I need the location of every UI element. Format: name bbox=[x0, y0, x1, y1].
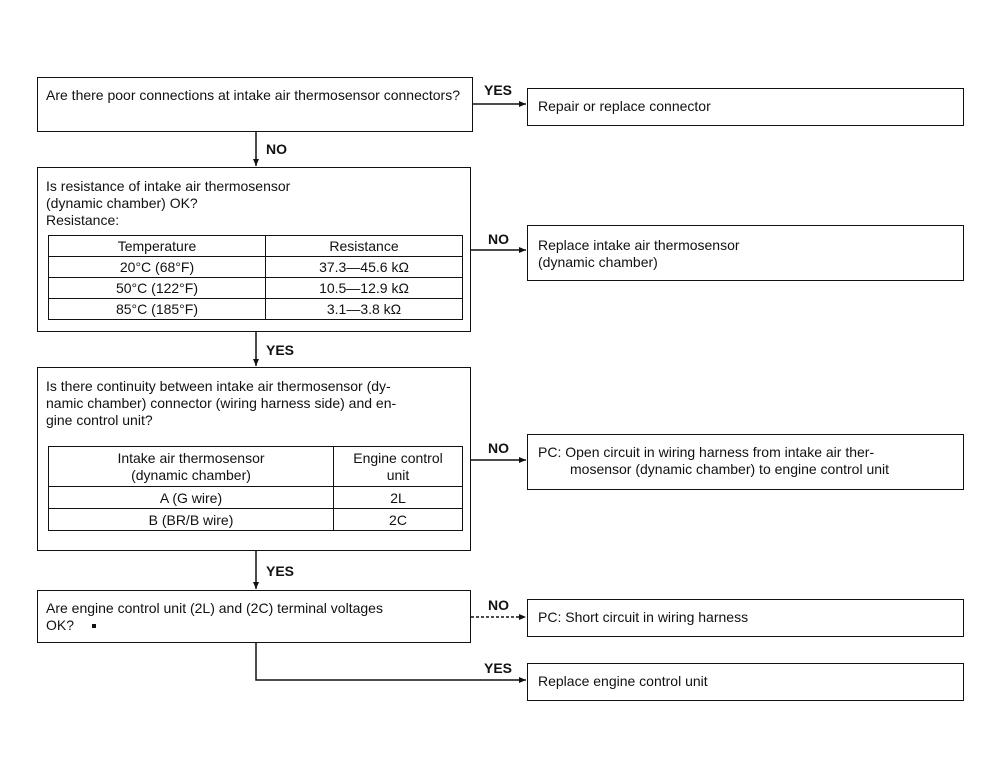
step4-no-action-box bbox=[527, 599, 964, 637]
note-marker-icon bbox=[92, 624, 96, 628]
step2-resistance-table bbox=[48, 235, 463, 320]
table-header-left-line1: Intake air thermosensor bbox=[117, 449, 265, 466]
step1-question: Are there poor connections at intake air thermosensor connectors? bbox=[46, 87, 461, 103]
step4-yes-action-box bbox=[527, 663, 964, 701]
table-cell: B (BR/B wire) bbox=[49, 509, 334, 531]
step3-continuity-table bbox=[48, 446, 463, 531]
step1-no-label: NO bbox=[266, 141, 287, 157]
step2-yes-label: YES bbox=[266, 342, 295, 358]
step3-question-line3: gine control unit? bbox=[46, 412, 153, 428]
step4-no-action: PC: Short circuit in wiring harness bbox=[538, 609, 749, 625]
table-header: Resistance bbox=[266, 236, 463, 257]
step3-yes-label: YES bbox=[266, 563, 295, 579]
step2-question-line2: (dynamic chamber) OK? bbox=[46, 195, 198, 211]
step2-no-action-line2: (dynamic chamber) bbox=[538, 254, 658, 270]
step4-question-line2-wrap bbox=[46, 617, 462, 634]
step4-question-line1: Are engine control unit (2L) and (2C) terminal voltages bbox=[46, 600, 383, 616]
step1-question-box bbox=[37, 77, 473, 132]
table-header-right-line1: Engine control bbox=[353, 449, 443, 466]
table-row bbox=[49, 509, 463, 531]
table-cell: 3.1—3.8 kΩ bbox=[266, 299, 463, 320]
step2-no-label: NO bbox=[488, 231, 509, 247]
step4-yes-action: Replace engine control unit bbox=[538, 673, 708, 689]
step3-no-action-box bbox=[527, 434, 964, 490]
table-header-left-line2: (dynamic chamber) bbox=[131, 466, 251, 483]
table-header-right-line2: unit bbox=[386, 466, 410, 483]
table-row bbox=[49, 278, 463, 299]
table-cell: 2L bbox=[334, 487, 463, 509]
step4-yes-label: YES bbox=[484, 660, 513, 676]
step3-question-line1: Is there continuity between intake air thermosensor (dy- bbox=[46, 378, 391, 394]
table-header bbox=[49, 447, 334, 487]
step3-question-box bbox=[37, 367, 471, 551]
step3-no-action-line2: mosensor (dynamic chamber) to engine control unit bbox=[570, 461, 890, 477]
table-row bbox=[49, 299, 463, 320]
step3-no-label: NO bbox=[488, 440, 509, 456]
step4-question-line2: OK? bbox=[46, 617, 75, 633]
table-cell: 37.3—45.6 kΩ bbox=[266, 257, 463, 278]
step1-yes-action: Repair or replace connector bbox=[538, 98, 711, 114]
table-cell: 10.5—12.9 kΩ bbox=[266, 278, 463, 299]
table-header bbox=[334, 447, 463, 487]
step4-question-box bbox=[37, 590, 471, 643]
step2-no-action-box bbox=[527, 225, 964, 281]
step2-no-action-line1: Replace intake air thermosensor bbox=[538, 237, 740, 253]
table-row bbox=[49, 487, 463, 509]
step1-yes-label: YES bbox=[484, 82, 513, 98]
table-cell: 50°C (122°F) bbox=[49, 278, 266, 299]
step2-question-box bbox=[37, 167, 471, 332]
step1-yes-action-box bbox=[527, 88, 964, 126]
step2-resistance-label: Resistance: bbox=[46, 212, 120, 228]
table-header: Temperature bbox=[49, 236, 266, 257]
step4-no-label: NO bbox=[488, 597, 509, 613]
table-cell: A (G wire) bbox=[49, 487, 334, 509]
table-cell: 85°C (185°F) bbox=[49, 299, 266, 320]
step3-no-action-line1: PC: Open circuit in wiring harness from intake air ther- bbox=[538, 444, 875, 460]
table-row bbox=[49, 257, 463, 278]
table-cell: 20°C (68°F) bbox=[49, 257, 266, 278]
table-cell: 2C bbox=[334, 509, 463, 531]
step3-question-line2: namic chamber) connector (wiring harness side) and en- bbox=[46, 395, 397, 411]
step2-question-line1: Is resistance of intake air thermosensor bbox=[46, 178, 291, 194]
